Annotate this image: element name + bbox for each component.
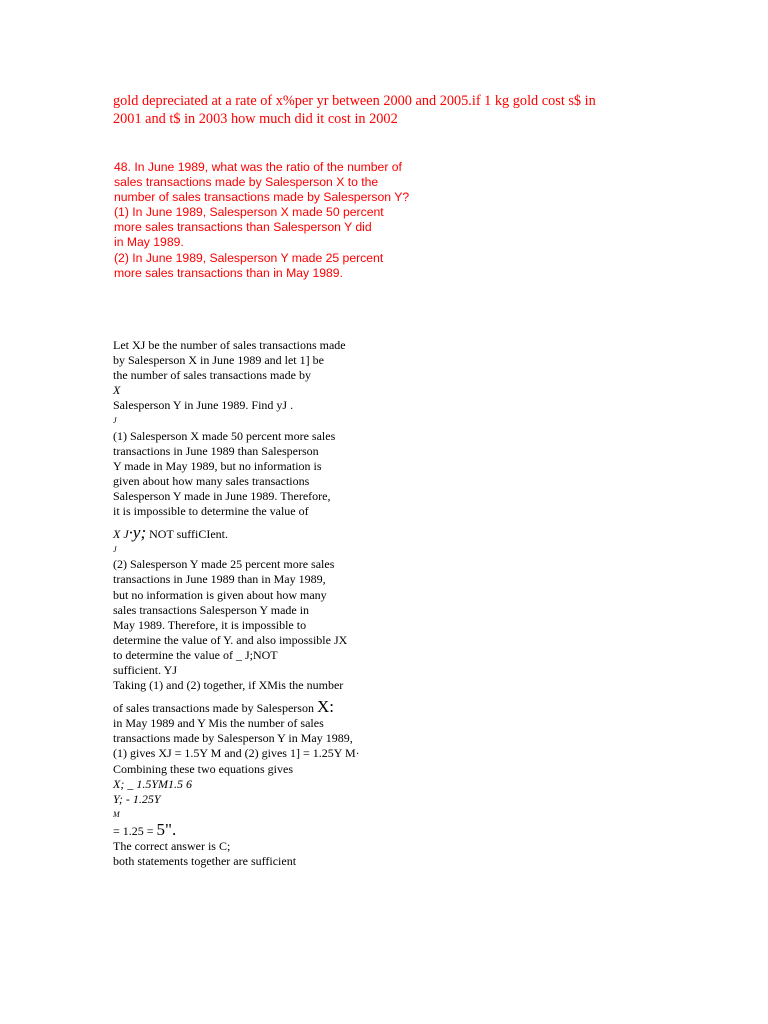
gold-question-line: gold depreciated at a rate of x%per yr between 2000 and 2005.if 1 kg gold cost s$ in [113, 93, 596, 109]
sales-question-line: 48. In June 1989, what was the ratio of the number of [114, 160, 402, 174]
solution-line [113, 819, 413, 839]
sales-question-line: in May 1989. [114, 235, 184, 250]
formula-fragment: = 1.25 = [113, 823, 157, 838]
solution-line: (1) Salesperson X made 50 percent more sales [113, 428, 336, 443]
solution-line: in May 1989 and Y Mis the number of sales [113, 716, 324, 731]
sales-question-line: more sales transactions than Salesperson Y did [114, 220, 372, 235]
solution-line: J [113, 416, 117, 426]
solution-line: J [113, 545, 117, 555]
solution-line: Let XJ be the number of sales transactions made [113, 338, 346, 352]
formula-fragment: NOT suffiCIent. [146, 527, 229, 542]
solution-line: transactions in June 1989 than Salesperson [113, 443, 319, 458]
formula-fragment: ·y; [128, 523, 147, 543]
solution-line: by Salesperson X in June 1989 and let 1] be [113, 353, 324, 368]
solution-line: Y made in May 1989, but no information is [113, 458, 322, 473]
solution-line [113, 525, 413, 542]
sales-question-line: sales transactions made by Salesperson X to the [114, 175, 379, 190]
gold-question [113, 92, 653, 128]
formula-fragment: X: [316, 697, 334, 717]
solution-line: transactions in June 1989 than in May 1989, [113, 572, 326, 587]
solution-line: sales transactions Salesperson Y made in [113, 602, 310, 617]
solution-line: but no information is given about how many [113, 587, 327, 602]
solution-line: the number of sales transactions made by [113, 368, 311, 383]
formula-fragment: X J [113, 527, 129, 542]
sales-question-line: (1) In June 1989, Salesperson X made 50 percent [114, 205, 384, 220]
sales-question-line: more sales transactions than in May 1989. [114, 265, 343, 280]
sales-question [114, 160, 444, 281]
solution-line: X [113, 383, 121, 398]
solution-line: to determine the value of _ J;NOT [113, 647, 278, 662]
sales-question-line: (2) In June 1989, Salesperson Y made 25 percent [114, 250, 384, 265]
solution-line: Y; - 1.25Y [113, 791, 161, 806]
sales-question-line: number of sales transactions made by Salesperson Y? [114, 190, 410, 205]
solution-line: (2) Salesperson Y made 25 percent more sales [113, 557, 335, 572]
solution-line: M [113, 809, 120, 819]
solution-line: X; _ 1.5YM1.5 6 [113, 776, 192, 791]
solution-line: Taking (1) and (2) together, if XMis the number [113, 678, 344, 693]
solution-line: it is impossible to determine the value of [113, 504, 309, 519]
solution-line: transactions made by Salesperson Y in May 1989, [113, 731, 353, 746]
solution-text [113, 338, 413, 869]
solution-line: given about how many sales transactions [113, 473, 310, 488]
formula-fragment: 5". [156, 819, 177, 839]
solution-line: sufficient. YJ [113, 662, 177, 677]
solution-line: Salesperson Y made in June 1989. Therefore, [113, 488, 331, 503]
solution-line: both statements together are sufficient [113, 854, 297, 869]
solution-line: The correct answer is C; [113, 839, 231, 853]
solution-line: determine the value of Y. and also impossible JX [113, 632, 348, 647]
solution-line: Combining these two equations gives [113, 761, 293, 776]
solution-line [113, 699, 413, 716]
solution-line: Salesperson Y in June 1989. Find yJ . [113, 398, 294, 413]
formula-fragment: of sales transactions made by Salesperson [113, 701, 317, 716]
solution-line: (1) gives XJ = 1.5Y M and (2) gives 1] = 1.25Y M· [113, 746, 360, 761]
solution-line: May 1989. Therefore, it is impossible to [113, 617, 307, 632]
gold-question-line: 2001 and t$ in 2003 how much did it cost in 2002 [113, 111, 398, 127]
